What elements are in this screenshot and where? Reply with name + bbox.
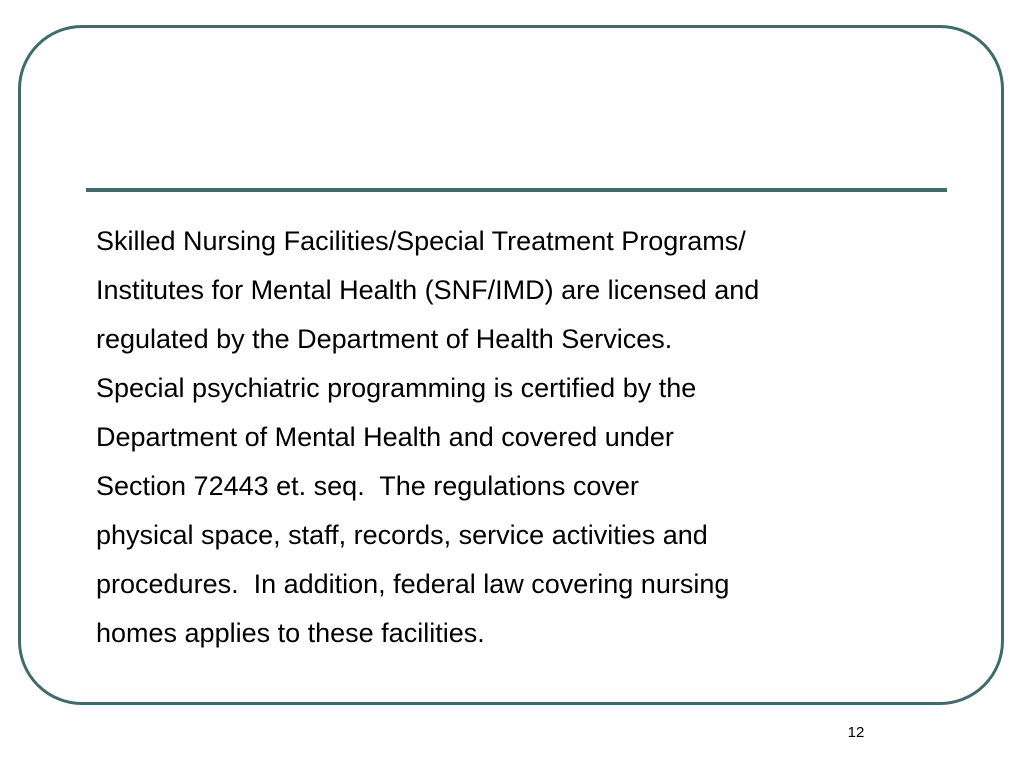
body-line: Section 72443 et. seq. The regulations cover xyxy=(96,471,639,501)
body-line: Special psychiatric programming is certified by the xyxy=(96,373,697,403)
body-line: Department of Mental Health and covered under xyxy=(96,422,674,452)
body-line: regulated by the Department of Health Services. xyxy=(96,324,673,354)
body-line: homes applies to these facilities. xyxy=(96,618,485,648)
body-line: Skilled Nursing Facilities/Special Treatment Programs/ xyxy=(96,226,746,256)
body-line: physical space, staff, records, service activities and xyxy=(96,520,708,550)
body-line: procedures. In addition, federal law covering nursing xyxy=(96,569,730,599)
body-line: Institutes for Mental Health (SNF/IMD) are licensed and xyxy=(96,275,760,305)
slide-body-text xyxy=(96,217,976,658)
title-divider xyxy=(86,188,947,192)
page-number: 12 xyxy=(847,724,865,741)
